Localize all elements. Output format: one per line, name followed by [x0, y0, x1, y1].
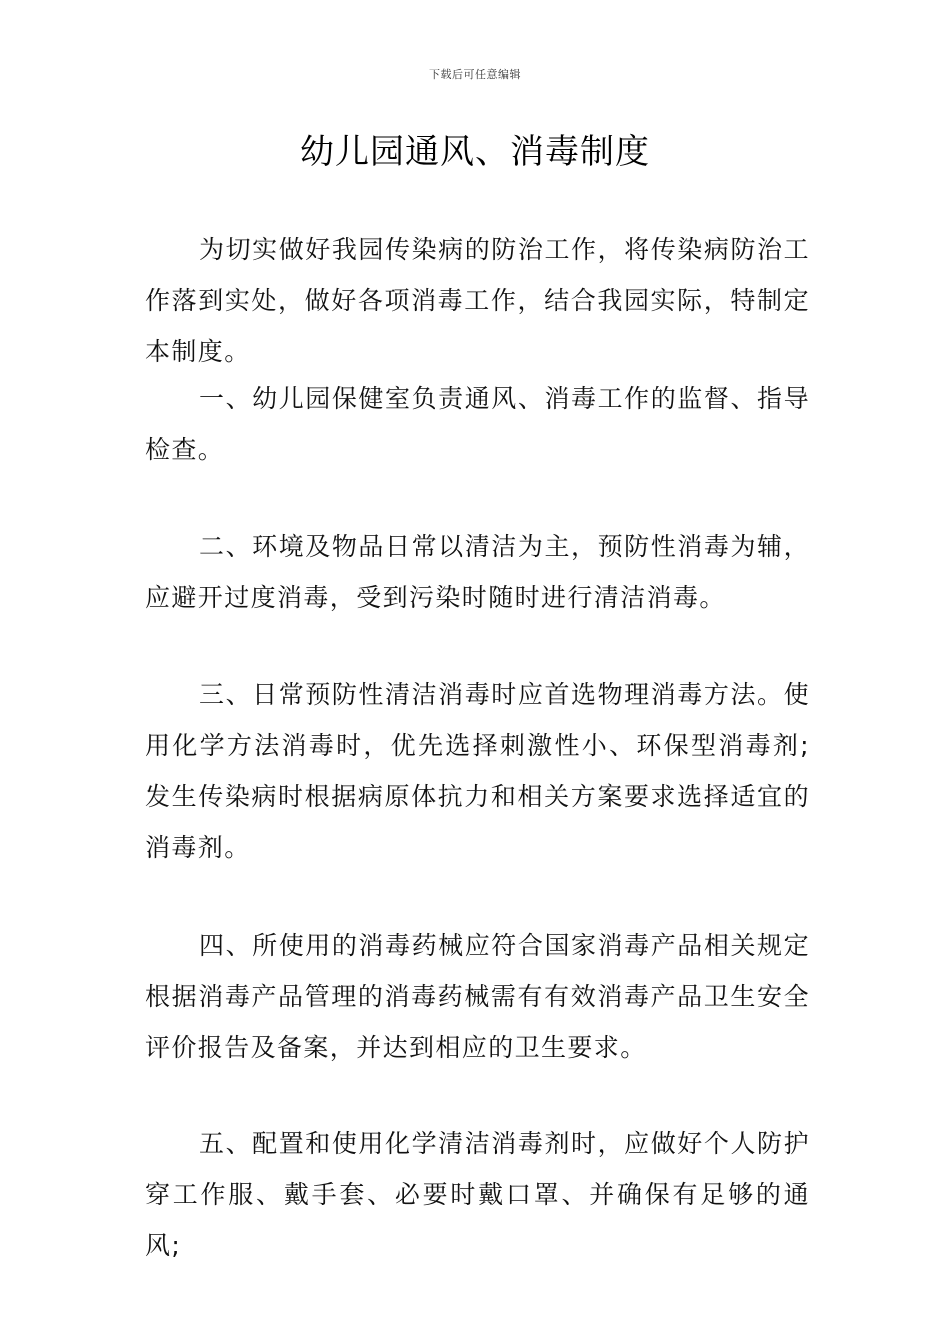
paragraph-item-4: 四、所使用的消毒药械应符合国家消毒产品相关规定根据消毒产品管理的消毒药械需有有效消毒产品卫生安全评价报告及备案，并达到相应的卫生要求。	[145, 931, 810, 1062]
document-title: 幼儿园通风、消毒制度	[300, 132, 650, 172]
paragraph-item-2: 二、环境及物品日常以清洁为主，预防性消毒为辅，应避开过度消毒，受到污染时随时进行清洁消毒。	[145, 532, 810, 612]
header-note: 下载后可任意编辑	[429, 68, 521, 81]
paragraph-intro: 为切实做好我园传染病的防治工作，将传染病防治工作落到实处，做好各项消毒工作，结合我园实际，特制定本制度。	[145, 235, 810, 366]
paragraph-item-3: 三、日常预防性清洁消毒时应首选物理消毒方法。使用化学方法消毒时，优先选择刺激性小、环保型消毒剂;发生传染病时根据病原体抗力和相关方案要求选择适宜的消毒剂。	[145, 680, 810, 862]
paragraph-item-1: 一、幼儿园保健室负责通风、消毒工作的监督、指导检查。	[145, 384, 810, 464]
paragraph-item-5: 五、配置和使用化学清洁消毒剂时，应做好个人防护穿工作服、戴手套、必要时戴口罩、并确保有足够的通风;	[145, 1129, 810, 1260]
